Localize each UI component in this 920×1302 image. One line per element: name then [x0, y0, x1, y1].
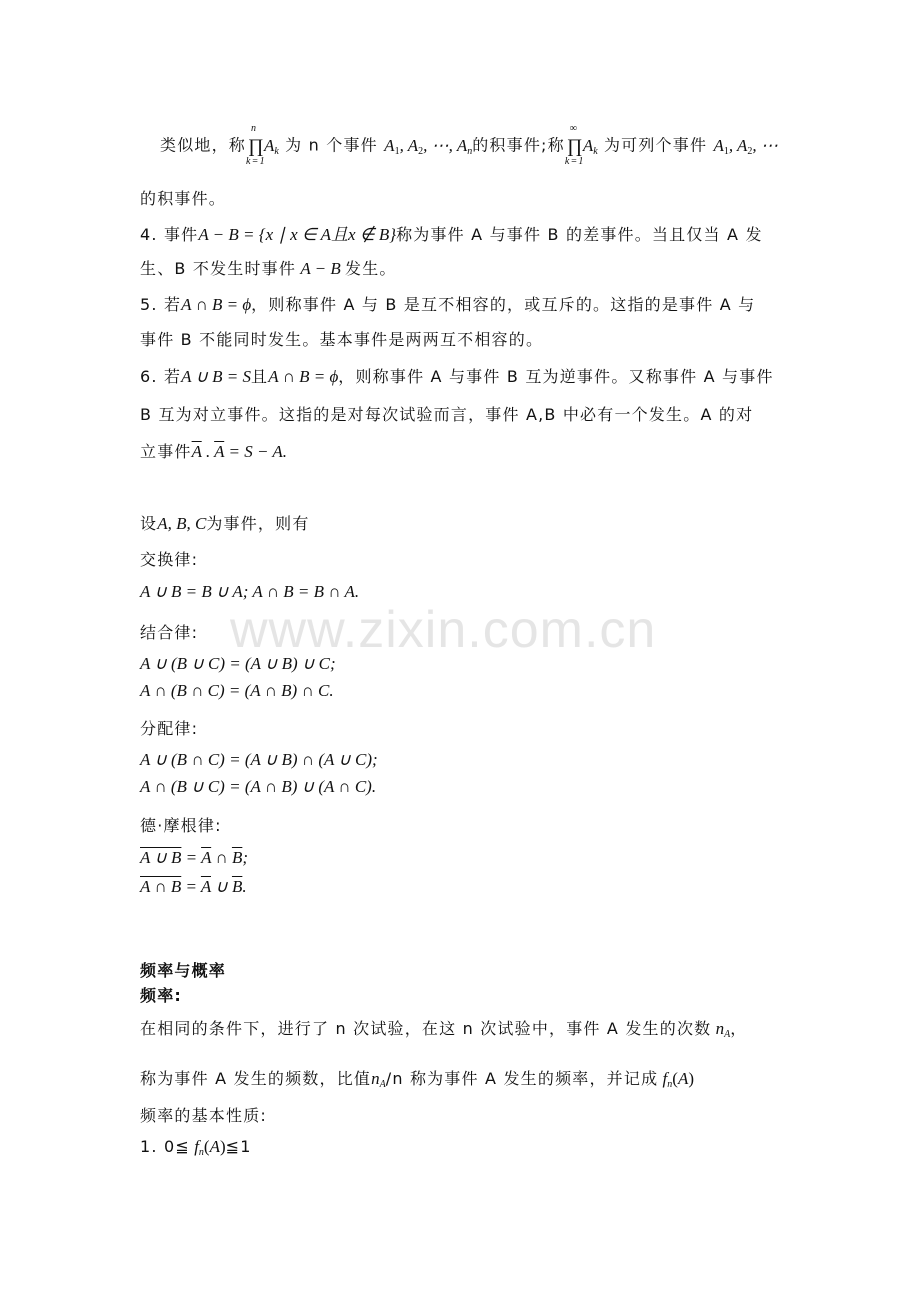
- paragraph-line: 的积事件。: [140, 189, 227, 208]
- distributive-formula-1: A ∪ (B ∩ C) = (A ∪ B) ∩ (A ∪ C);: [140, 750, 378, 769]
- commutative-heading: 交换律:: [140, 550, 199, 569]
- commutative-formula: A ∪ B = B ∪ A; A ∩ B = B ∩ A.: [140, 582, 360, 601]
- product-line: [160, 124, 778, 168]
- frequency-properties-heading: 频率的基本性质:: [140, 1106, 267, 1125]
- product-operator-infinity: ∞ ∏ k=1: [564, 123, 585, 167]
- demorgan-formula-2: A ∩ $B = \overline{A}$ ∪ $\overline{B}$.: [140, 877, 247, 896]
- distributive-formula-2: A ∩ (B ∪ C) = (A ∩ B) ∪ (A ∩ C).: [140, 777, 377, 796]
- formula: $A_k$: [582, 135, 598, 157]
- formula: $A_1$, $A_2$, ⋯: [713, 135, 778, 157]
- laws-intro: 设A, B, C为事件，则有: [140, 514, 310, 533]
- text: 类似地，称: [160, 135, 247, 155]
- item-4-line-2: 生、B 不发生时事件 A − B 发生。: [140, 259, 397, 278]
- product-operator-n: n ∏ k=1: [246, 123, 266, 167]
- associative-formula-2: A ∩ (B ∩ C) = (A ∩ B) ∩ C.: [140, 681, 334, 700]
- frequency-line-1: 在相同的条件下，进行了 n 次试验，在这 n 次试验中，事件 A 发生的次数 $n_A$，: [140, 1019, 748, 1040]
- item-5-line-2: 事件 B 不能同时发生。基本事件是两两互不相容的。: [140, 330, 544, 349]
- demorgan-heading: 德·摩根律:: [140, 816, 222, 835]
- text: 为 n 个事件: [285, 135, 378, 155]
- associative-heading: 结合律:: [140, 623, 199, 642]
- item-4-line-1: 4. 事件A − B = {x ∣ x ∈ A且x ∉ B}称为事件 A 与事件 B 的差事件。当且仅当 A 发: [140, 225, 763, 244]
- text: 的积事件;称: [472, 135, 565, 155]
- frequency-property-1: 1. 0≦ $f_n(A)≦1$: [140, 1137, 252, 1158]
- set-builder: {x ∣ x ∈ A且x ∉ B}: [258, 225, 397, 244]
- text: 为可列个事件: [603, 135, 708, 155]
- formula: $A_1$, $A_2$, ⋯, $A_n$: [384, 135, 473, 157]
- item-6-line-1: 6. 若A ∪ B = S且A ∩ B = ϕ，则称事件 A 与事件 B 互为逆事件。又称事件 A 与事件: [140, 367, 774, 386]
- frequency-line-2: 称为事件 A 发生的频数，比值$n_A/n$ 称为事件 A 发生的频率，并记成 $f_n(A)$: [140, 1069, 694, 1090]
- demorgan-formula-1: A ∪ $B = \overline{A}$ ∩ $\overline{B}$;: [140, 848, 248, 867]
- formula: $A_k$: [264, 135, 279, 157]
- item-5-line-1: 5. 若A ∩ B = ϕ，则称事件 A 与 B 是互不相容的，或互斥的。这指的是事件 A 与: [140, 295, 756, 314]
- watermark: www.zixin.com.cn: [230, 601, 657, 659]
- associative-formula-1: A ∪ (B ∪ C) = (A ∪ B) ∪ C;: [140, 654, 336, 673]
- subsection-heading: 频率:: [140, 986, 182, 1005]
- item-6-line-2: B 互为对立事件。这指的是对每次试验而言，事件 A,B 中必有一个发生。A 的对: [140, 405, 754, 424]
- item-6-line-3: 立事件$\overline{A}$ . $\overline{A} = S - A$.: [140, 442, 287, 461]
- distributive-heading: 分配律:: [140, 719, 199, 738]
- section-heading: 频率与概率: [140, 961, 227, 980]
